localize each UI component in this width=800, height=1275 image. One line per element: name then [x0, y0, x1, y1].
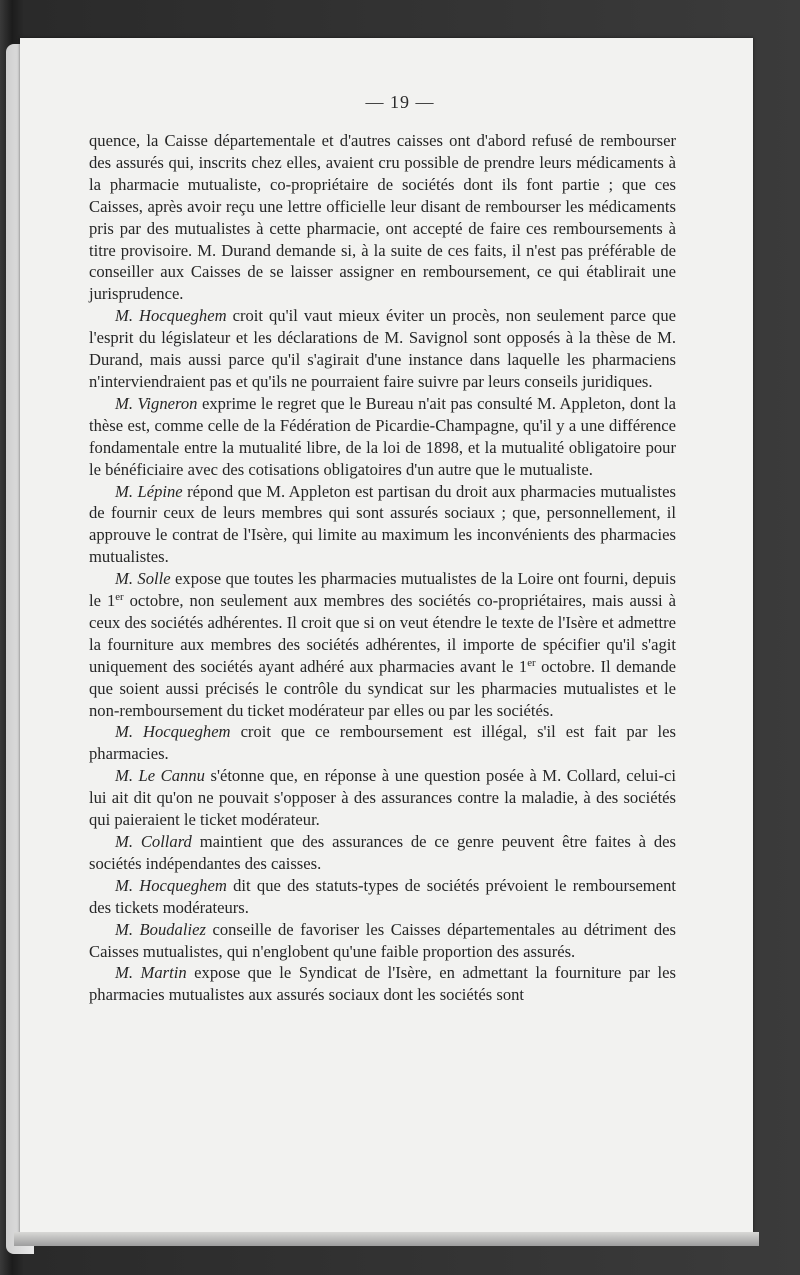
paragraph — [89, 481, 676, 569]
paragraph — [89, 393, 676, 481]
paragraph — [89, 568, 676, 721]
superscript: er — [527, 656, 536, 669]
paragraph-text: octobre. Il demande que soient aussi précisés le contrôle du syndicat sur les pharmacies mutualistes et le non-remboursement du ticket modérateur par elles ou par les sociétés. — [89, 656, 676, 720]
speaker-name: M. Solle — [115, 569, 171, 589]
paragraph-text: expose que toutes les pharmacies mutualistes de la Loire ont fourni, depuis le 1 — [89, 569, 676, 611]
paragraph — [89, 765, 676, 831]
speaker-name: M. Vigneron — [115, 393, 198, 413]
speaker-name: M. Collard — [115, 832, 192, 851]
paragraph-text: conseille de favoriser les Caisses départementales au détriment des Caisses mutualistes, qui n'englobent qu'une faible proportion des assurés. — [89, 919, 676, 961]
paragraph-text: quence, la Caisse départementale et d'autres caisses ont d'abord refusé de rembourser des assurés qui, inscrits chez elles, avaient cru possible de prendre leurs médicaments à la pharmacie mutualiste, co-propriétaire de sociétés dont ils font partie ; que ces Caisses, après avoir reçu une lettre officielle leur disant de rembourser les médicaments pris par des mutualistes à cette pharmacie, ont accepté de faire ces remboursements à titre provisoire. M. Durand demande si, à la suite de ces faits, il n'est pas préférable de conseiller aux Caisses de se laisser assigner en remboursement, ce qui établirait une jurisprudence. — [89, 131, 676, 304]
paragraph-text: maintient que des assurances de ce genre peuvent être faites à des sociétés indépendantes des caisses. — [89, 832, 676, 873]
paragraph-text: expose que le Syndicat de l'Isère, en admettant la fourniture par les pharmacies mutualistes aux assurés sociaux dont les sociétés sont — [89, 963, 676, 1005]
page-number: — 19 — — [365, 92, 435, 112]
paragraph-text: exprime le regret que le Bureau n'ait pas consulté M. Appleton, dont la thèse est, comme celle de la Fédération de Picardie-Champagne, qu'il y a une différence fondamentale entre la mutualité libre, de la loi de 1898, et la mutualité obligatoire pour le bénéficiaire avec des cotisations obligatoires d'un autre que le mutualiste. — [89, 393, 676, 479]
paragraph — [89, 721, 676, 765]
paragraph-text: s'étonne que, en réponse à une question posée à M. Collard, celui-ci lui ait dit qu'on ne pouvait s'opposer à des assurances contre la maladie, à des sociétés qui paieraient le ticket modérateur. — [89, 766, 677, 830]
paragraph — [89, 831, 676, 875]
paragraph — [89, 875, 676, 919]
paragraph-text: dit que des statuts-types de sociétés prévoient le remboursement des tickets modérateurs. — [89, 875, 676, 917]
paragraph-text: répond que M. Appleton est partisan du droit aux pharmacies mutualistes de fournir ceux de leurs membres qui sont assurés sociaux ; que, personnellement, il approuve le contrat de l'Isère, qui limite au maximum les inconvénients des pharmacies mutualistes. — [89, 481, 676, 567]
body-text — [89, 130, 676, 1006]
paragraph-text: croit qu'il vaut mieux éviter un procès, non seulement parce que l'esprit du législateur et les déclarations de M. Savignol sont opposés à la thèse de M. Durand, mais aussi parce qu'il s'agirait d'une instance dans laquelle les pharmaciens n'interviendraient pas et qu'ils ne pourraient faire suivre par leurs conseils juridiques. — [89, 306, 676, 391]
speaker-name: M. Lépine — [115, 481, 183, 501]
speaker-name: M. Martin — [115, 963, 187, 983]
paragraph — [89, 305, 676, 393]
page-bottom-edge — [14, 1232, 759, 1246]
paragraph-text: octobre, non seulement aux membres des sociétés co-propriétaires, mais aussi à ceux des sociétés adhérentes. Il croit que si on veut étendre le texte de l'Isère et admettre la fourniture aux membres des sociétés adhérentes, il importe de spécifier qu'il s'agit uniquement des sociétés ayant adhéré aux pharmacies avant le 1 — [89, 591, 677, 676]
speaker-name: M. Le Cannu — [115, 766, 205, 786]
speaker-name: M. Boudaliez — [115, 919, 206, 939]
speaker-name: M. Hocqueghem — [115, 306, 227, 326]
paragraph — [89, 919, 676, 963]
speaker-name: M. Hocqueghem — [115, 875, 227, 895]
speaker-name: M. Hocqueghem — [115, 722, 231, 742]
paragraph — [89, 130, 676, 305]
paragraph-text: croit que ce remboursement est illégal, s'il est fait par les pharmacies. — [89, 722, 676, 764]
paragraph — [89, 962, 676, 1006]
superscript: er — [115, 591, 124, 604]
